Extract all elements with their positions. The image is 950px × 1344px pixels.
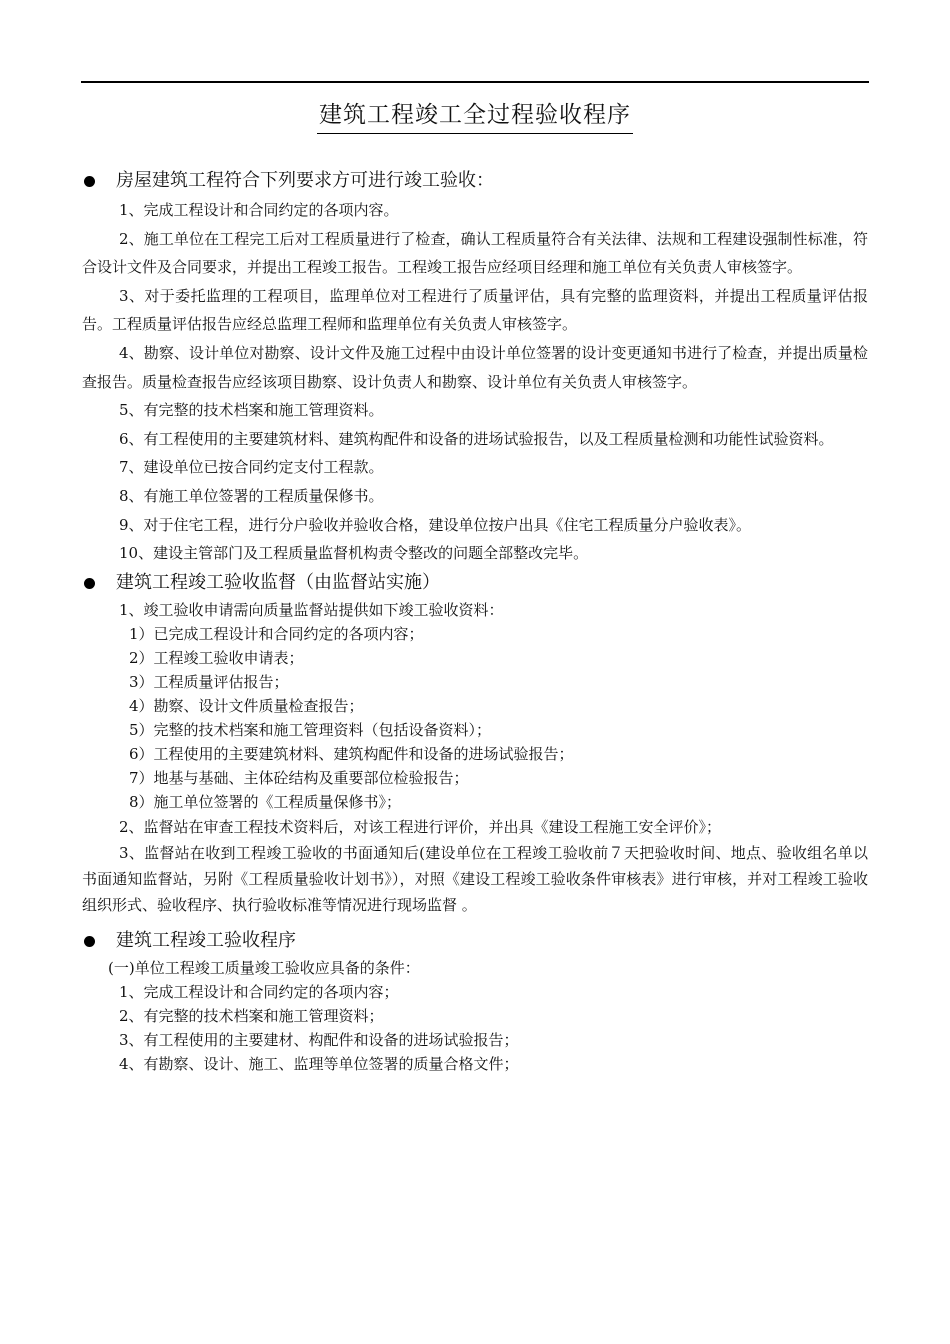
section2-heading-text: 建筑工程竣工验收监督（由监督站实施）: [116, 571, 440, 593]
section2-subitem: 5）完整的技术档案和施工管理资料（包括设备资料）；: [129, 720, 492, 739]
document-title: 建筑工程竣工全过程验收程序: [317, 100, 633, 134]
section3-item: 1、完成工程设计和合同约定的各项内容；: [119, 982, 399, 1001]
section2-subitem: 3）工程质量评估报告；: [129, 672, 289, 691]
section3-item: 3、有工程使用的主要建材、构配件和设备的进场试验报告；: [119, 1030, 519, 1049]
bullet-icon: [84, 578, 95, 589]
bullet-icon: [84, 936, 95, 947]
section1-item: 6、有工程使用的主要建筑材料、建筑构配件和设备的进场试验报告，以及工程质量检测和功能性试验资料。: [119, 429, 834, 448]
section1-heading-text: 房屋建筑工程符合下列要求方可进行竣工验收：: [116, 170, 494, 191]
title-block: [0, 100, 950, 134]
section2-intro: 1、竣工验收申请需向质量监督站提供如下竣工验收资料：: [119, 600, 504, 619]
section1-item: 1、完成工程设计和合同约定的各项内容。: [119, 201, 399, 219]
section2-item-3: 3、监督站在收到工程竣工验收的书面通知后(建设单位在工程竣工验收前７天把验收时间、地点、验收组名单以书面通知监督站，另附《工程质量验收计划书》），对照《建设工程竣工验收条件审核表》进行审核，并对工程竣工验收组织形式、验收程序、执行验收标准等情况进行现场监督 。: [82, 843, 868, 914]
section1-item: 5、有完整的技术档案和施工管理资料。: [119, 401, 384, 420]
section2-subitem: 2）工程竣工验收申请表；: [129, 648, 304, 667]
section3-item: 4、有勘察、设计、施工、监理等单位签署的质量合格文件；: [119, 1054, 519, 1073]
section3-heading-text: 建筑工程竣工验收程序: [116, 929, 296, 951]
section1-heading: [82, 168, 868, 194]
bullet-icon: [84, 176, 95, 187]
section2-subitem: 7）地基与基础、主体砼结构及重要部位检验报告；: [129, 768, 469, 787]
section3-heading: [82, 928, 868, 954]
section1-item: 9、对于住宅工程，进行分户验收并验收合格，建设单位按户出具《住宅工程质量分户验收表》。: [119, 515, 752, 534]
section2-item-2: 2、监督站在审查工程技术资料后，对该工程进行评价，并出具《建设工程施工安全评价》；: [119, 817, 722, 836]
section1-item: 4、勘察、设计单位对勘察、设计文件及施工过程中由设计单位签署的设计变更通知书进行了检查，并提出质量检查报告。质量检查报告应经该项目勘察、设计负责人和勘察、设计单位有关负责人审核签字。: [82, 343, 868, 391]
section1-item: 3、对于委托监理的工程项目，监理单位对工程进行了质量评估，具有完整的监理资料，并提出工程质量评估报告。工程质量评估报告应经总监理工程师和监理单位有关负责人审核签字。: [82, 286, 868, 334]
section3-subheading: (一)单位工程竣工质量竣工验收应具备的条件：: [108, 958, 420, 977]
section1-item: 10、建设主管部门及工程质量监督机构责令整改的问题全部整改完毕。: [119, 544, 589, 563]
section3-item: 2、有完整的技术档案和施工管理资料；: [119, 1006, 384, 1025]
header-rule: [81, 81, 869, 83]
section2-heading: [82, 570, 868, 596]
spacer: [82, 918, 868, 926]
section2-subitem: 4）勘察、设计文件质量检查报告；: [129, 696, 364, 715]
section2-subitem: 1）已完成工程设计和合同约定的各项内容；: [129, 624, 424, 643]
section1-item: 8、有施工单位签署的工程质量保修书。: [119, 486, 384, 505]
section1-item: 7、建设单位已按合同约定支付工程款。: [119, 458, 384, 477]
section2-subitem: 6）工程使用的主要建筑材料、建筑构配件和设备的进场试验报告；: [129, 744, 574, 763]
document-body: [82, 166, 868, 1076]
section1-item: 2、施工单位在工程完工后对工程质量进行了检查，确认工程质量符合有关法律、法规和工程建设强制性标准，符合设计文件及合同要求，并提出工程竣工报告。工程竣工报告应经项目经理和施工单位有关负责人审核签字。: [82, 229, 868, 277]
section2-subitem: 8）施工单位签署的《工程质量保修书》；: [129, 792, 402, 811]
